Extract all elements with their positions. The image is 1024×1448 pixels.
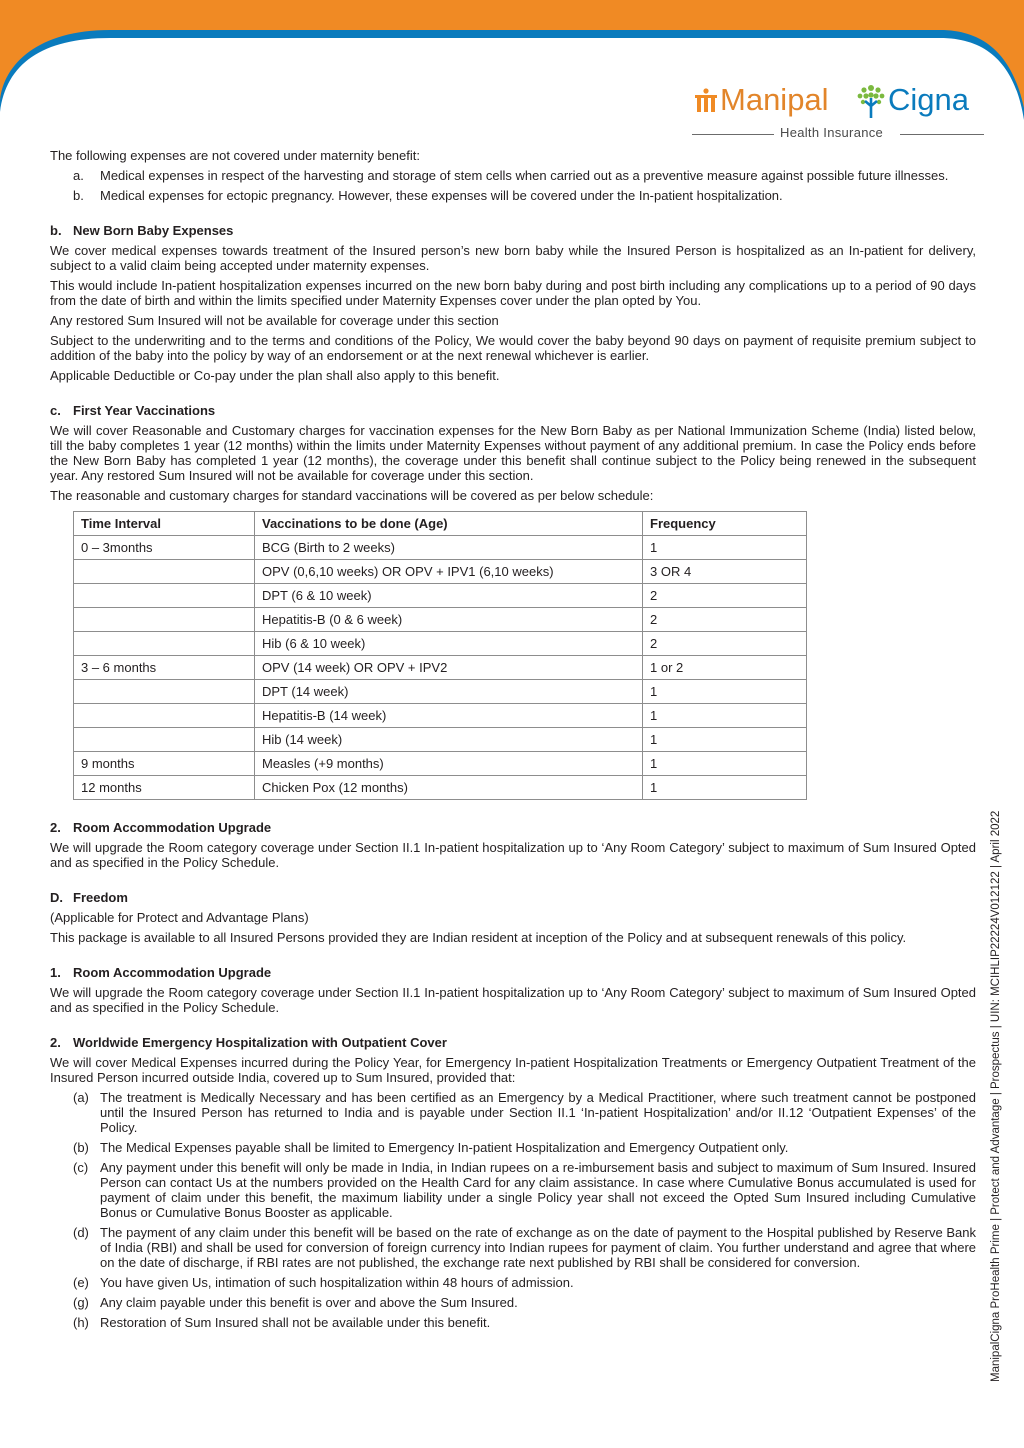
- table-cell: Hepatitis-B (14 week): [255, 704, 643, 728]
- section-marker: b.: [50, 223, 62, 238]
- paragraph: (Applicable for Protect and Advantage Plans): [50, 910, 309, 925]
- section-heading-freedom: [50, 890, 976, 905]
- brand-tagline: Health Insurance: [780, 125, 884, 140]
- table-cell: [74, 704, 255, 728]
- table-header-row: [74, 512, 807, 536]
- section-marker: 1.: [50, 965, 61, 980]
- section-title: Room Accommodation Upgrade: [73, 965, 272, 980]
- list-text: Medical expenses for ectopic pregnancy. However, these expenses will be covered under the In-patient hospitalization.: [100, 188, 783, 203]
- table-cell: 3 OR 4: [643, 560, 807, 584]
- table-cell: [74, 728, 255, 752]
- table-cell: 3 – 6 months: [74, 656, 255, 680]
- table-row: [74, 632, 807, 656]
- table-cell: 1: [643, 536, 807, 560]
- list-text: The Medical Expenses payable shall be limited to Emergency In-patient Hospitalization and Emergency Outpatient only.: [100, 1140, 789, 1155]
- table-cell: 1: [643, 704, 807, 728]
- vaccination-schedule-table: [73, 511, 807, 800]
- table-cell: 12 months: [74, 776, 255, 800]
- paragraph: Any restored Sum Insured will not be available for coverage under this section: [50, 313, 499, 328]
- table-cell: 2: [643, 632, 807, 656]
- table-cell: Hib (6 & 10 week): [255, 632, 643, 656]
- list-marker: (a): [73, 1090, 89, 1105]
- list-marker: (h): [73, 1315, 89, 1330]
- section-heading-vaccinations: [50, 403, 976, 418]
- list-item: [73, 1090, 976, 1135]
- list-marker: (g): [73, 1295, 89, 1310]
- manipal-m-icon: [694, 88, 718, 114]
- list-text: Any claim payable under this benefit is over and above the Sum Insured.: [100, 1295, 518, 1310]
- table-cell: 1: [643, 728, 807, 752]
- section-marker: 2.: [50, 1035, 61, 1050]
- list-item: [73, 1295, 976, 1310]
- list-text: Any payment under this benefit will only be made in India, in Indian rupees on a re-imbursement basis and subject to maximum of Sum Insured. Insured Person can contact Us at the numbers provided on the Health Card for any claim assistance. In case where Cumulative Bonus accumulated is used for payment of claim under this benefit, the maximum liability under a single Policy year shall not exceed the Opted Sum Insured including Cumulative Bonus or Cumulative Bonus Booster as applicable.: [100, 1160, 976, 1220]
- table-cell: [74, 584, 255, 608]
- section-heading-new-born: [50, 223, 976, 238]
- brand-name-cigna: Cigna: [888, 82, 969, 117]
- list-item: [73, 188, 976, 203]
- section-heading-room-upgrade: [50, 820, 976, 835]
- section-marker: c.: [50, 403, 61, 418]
- list-marker: (b): [73, 1140, 89, 1155]
- table-row: [74, 752, 807, 776]
- paragraph: We cover medical expenses towards treatment of the Insured person’s new born baby while the Insured Person is hospitalized as an In-patient for delivery, subject to a valid claim being accepted under maternity expenses.: [50, 243, 976, 273]
- brand-tagline-row: [692, 124, 984, 144]
- table-cell: OPV (14 week) OR OPV + IPV2: [255, 656, 643, 680]
- table-cell: Hib (14 week): [255, 728, 643, 752]
- list-marker: (e): [73, 1275, 89, 1290]
- list-marker: (c): [73, 1160, 89, 1175]
- column-header: Vaccinations to be done (Age): [255, 512, 643, 536]
- table-cell: 2: [643, 608, 807, 632]
- list-item: [73, 1160, 976, 1220]
- paragraph: The reasonable and customary charges for standard vaccinations will be covered as per below schedule:: [50, 488, 654, 503]
- list-marker: (d): [73, 1225, 89, 1240]
- document-body: [50, 148, 976, 1330]
- table-cell: 9 months: [74, 752, 255, 776]
- column-header: Time Interval: [74, 512, 255, 536]
- paragraph: This would include In-patient hospitalization expenses incurred on the new born baby during and post birth including any complications up to a period of 90 days from the date of birth and within the limits specified under Maternity Expenses cover under the plan opted by You.: [50, 278, 976, 308]
- table-row: [74, 536, 807, 560]
- table-cell: Chicken Pox (12 months): [255, 776, 643, 800]
- table-cell: 1: [643, 776, 807, 800]
- list-item: [73, 1275, 976, 1290]
- list-item: [73, 1140, 976, 1155]
- list-item: [73, 1315, 976, 1330]
- table-row: [74, 608, 807, 632]
- paragraph: Subject to the underwriting and to the terms and conditions of the Policy, We would cover the baby beyond 90 days on payment of requisite premium subject to addition of the baby into the policy by way of an endorsement or at the next renewal whichever is earlier.: [50, 333, 976, 363]
- paragraph: This package is available to all Insured Persons provided they are Indian resident at inception of the Policy and at subsequent renewals of this policy.: [50, 930, 907, 945]
- list-marker: b.: [73, 188, 84, 203]
- maternity-exclusions-intro: The following expenses are not covered under maternity benefit:: [50, 148, 420, 163]
- manipal-cigna-logo: [692, 80, 992, 146]
- section-marker: 2.: [50, 820, 61, 835]
- side-document-id: ManipalCigna ProHealth Prime | Protect and Advantage | Prospectus | UIN: MCIHLIP22224V012122 | April 2022: [990, 810, 1002, 1382]
- section-title: Room Accommodation Upgrade: [73, 820, 272, 835]
- table-cell: DPT (14 week): [255, 680, 643, 704]
- list-text: You have given Us, intimation of such hospitalization within 48 hours of admission.: [100, 1275, 574, 1290]
- paragraph: We will upgrade the Room category coverage under Section II.1 In-patient hospitalization up to ‘Any Room Category’ subject to maximum of Sum Insured Opted and as specified in the Policy Schedule.: [50, 840, 976, 870]
- section-title: Freedom: [73, 890, 128, 905]
- table-cell: [74, 632, 255, 656]
- table-cell: 2: [643, 584, 807, 608]
- table-row: [74, 560, 807, 584]
- table-cell: OPV (0,6,10 weeks) OR OPV + IPV1 (6,10 weeks): [255, 560, 643, 584]
- section-title: First Year Vaccinations: [73, 403, 216, 418]
- table-row: [74, 656, 807, 680]
- table-cell: BCG (Birth to 2 weeks): [255, 536, 643, 560]
- paragraph: We will cover Medical Expenses incurred during the Policy Year, for Emergency In-patient Hospitalization Treatments or Emergency Outpatient Treatment of the Insured Person incurred outside India, covered up to Sum Insured, provided that:: [50, 1055, 976, 1085]
- table-cell: 1 or 2: [643, 656, 807, 680]
- list-marker: a.: [73, 168, 84, 183]
- paragraph: We will cover Reasonable and Customary charges for vaccination expenses for the New Born Baby as per National Immunization Scheme (India) listed below, till the baby completes 1 year (12 months) within the limits under Maternity Expenses without payment of any additional premium. In case the Policy ends before the New Born Baby has completed 1 year (12 months), the coverage under this benefit shall continue subject to the Policy being renewed in the subsequent year. Any restored Sum Insured will not be available for coverage under this section.: [50, 423, 976, 483]
- table-row: [74, 776, 807, 800]
- column-header: Frequency: [643, 512, 807, 536]
- table-cell: Hepatitis-B (0 & 6 week): [255, 608, 643, 632]
- list-text: Medical expenses in respect of the harvesting and storage of stem cells when carried out as a preventive measure against possible future illnesses.: [100, 168, 949, 183]
- table-cell: Measles (+9 months): [255, 752, 643, 776]
- table-row: [74, 584, 807, 608]
- list-text: The payment of any claim under this benefit will be based on the rate of exchange as on the date of payment to the Hospital published by Reserve Bank of India (RBI) and shall be used for conversion of foreign currency into Indian rupees for payment of claim. You further understand and agree that where on the date of discharge, if RBI rates are not published, the exchange rate next published by RBI shall be considered for conversion.: [100, 1225, 976, 1270]
- table-row: [74, 704, 807, 728]
- list-text: The treatment is Medically Necessary and has been certified as an Emergency by a Medical Practitioner, where such treatment cannot be postponed until the Insured Person has returned to India and is payable under Section II.1 ‘In-patient Hospitalization’ and/or II.12 ‘Outpatient Expenses’ of the Policy.: [100, 1090, 976, 1135]
- table-row: [74, 728, 807, 752]
- section-marker: D.: [50, 890, 63, 905]
- section-title: New Born Baby Expenses: [73, 223, 234, 238]
- paragraph: Applicable Deductible or Co-pay under the plan shall also apply to this benefit.: [50, 368, 500, 383]
- tagline-rule-left: [692, 134, 774, 135]
- list-item: [73, 168, 976, 183]
- tagline-rule-right: [900, 134, 984, 135]
- table-cell: [74, 560, 255, 584]
- table-cell: DPT (6 & 10 week): [255, 584, 643, 608]
- brand-name-manipal: Manipal: [720, 82, 829, 117]
- cigna-tree-icon: [856, 82, 886, 120]
- table-row: [74, 680, 807, 704]
- table-cell: 1: [643, 680, 807, 704]
- section-heading-worldwide: [50, 1035, 976, 1050]
- table-cell: [74, 680, 255, 704]
- list-item: [73, 1225, 976, 1270]
- table-cell: 0 – 3months: [74, 536, 255, 560]
- section-heading-room-upgrade: [50, 965, 976, 980]
- paragraph: We will upgrade the Room category coverage under Section II.1 In-patient hospitalization up to ‘Any Room Category’ subject to maximum of Sum Insured Opted and as specified in the Policy Schedule.: [50, 985, 976, 1015]
- section-title: Worldwide Emergency Hospitalization with Outpatient Cover: [73, 1035, 447, 1050]
- list-text: Restoration of Sum Insured shall not be available under this benefit.: [100, 1315, 491, 1330]
- table-cell: 1: [643, 752, 807, 776]
- table-cell: [74, 608, 255, 632]
